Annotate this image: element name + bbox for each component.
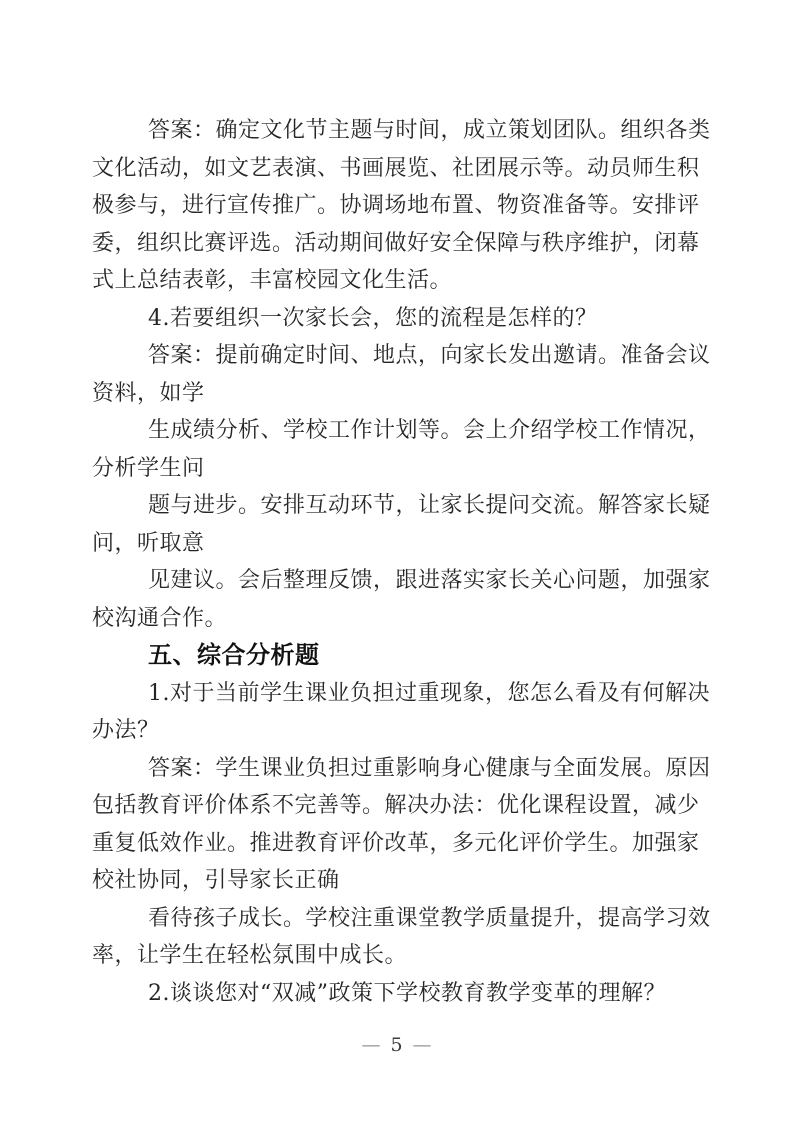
text-line: 答案：确定文化节主题与时间，成立策划团队。组织各类 xyxy=(148,118,711,143)
text-line: 式上总结表彰，丰富校园文化生活。 xyxy=(92,268,453,293)
text-line: 见建议。会后整理反馈，跟进落实家长关心问题，加强家 xyxy=(148,568,711,593)
text-line: 文化活动，如文艺表演、书画展览、社团展示等。动员师生积 xyxy=(92,155,700,181)
page-footer xyxy=(0,1032,793,1058)
text-line: 生成绩分析、学校工作计划等。会上介绍学校工作情况， xyxy=(148,418,711,443)
document-text-block xyxy=(92,112,711,1012)
footer-dash-right: — xyxy=(412,1034,432,1056)
text-line: 分析学生问 xyxy=(92,455,205,481)
text-line: 委，组织比赛评选。活动期间做好安全保障与秩序维护，闭幕 xyxy=(92,230,700,256)
text-line: 看待孩子成长。学校注重课堂教学质量提升，提高学习效 xyxy=(148,905,711,931)
text-line: 答案：学生课业负担过重影响身心健康与全面发展。原因 xyxy=(148,755,711,781)
section-heading: 五、综合分析题 xyxy=(148,641,320,669)
text-line: 重复低效作业。推进教育评价改革，多元化评价学生。加强家 xyxy=(92,830,700,856)
text-line: 极参与，进行宣传推广。协调场地布置、物资准备等。安排评 xyxy=(92,193,700,218)
question-line: 1.对于当前学生课业负担过重现象，您怎么看及有何解决 xyxy=(148,680,710,706)
page-number: 5 xyxy=(390,1034,403,1056)
text-line: 包括教育评价体系不完善等。解决办法：优化课程设置，减少 xyxy=(92,793,700,818)
text-line: 问，听取意 xyxy=(92,530,205,556)
text-line: 答案：提前确定时间、地点，向家长发出邀请。准备会议 xyxy=(148,343,711,368)
footer-dash-left: — xyxy=(361,1034,381,1056)
text-line: 办法？ xyxy=(92,718,160,743)
text-line: 校社协同，引导家长正确 xyxy=(92,868,340,893)
question-line: 2.谈谈您对“双减”政策下学校教育教学变革的理解？ xyxy=(148,980,666,1006)
text-line: 资料，如学 xyxy=(92,380,205,406)
text-line: 校沟通合作。 xyxy=(92,605,228,631)
text-line: 题与进步。安排互动环节，让家长提问交流。解答家长疑 xyxy=(148,493,711,518)
text-line: 率，让学生在轻松氛围中成长。 xyxy=(92,943,408,968)
question-line: 4.若要组织一次家长会，您的流程是怎样的？ xyxy=(148,305,598,331)
